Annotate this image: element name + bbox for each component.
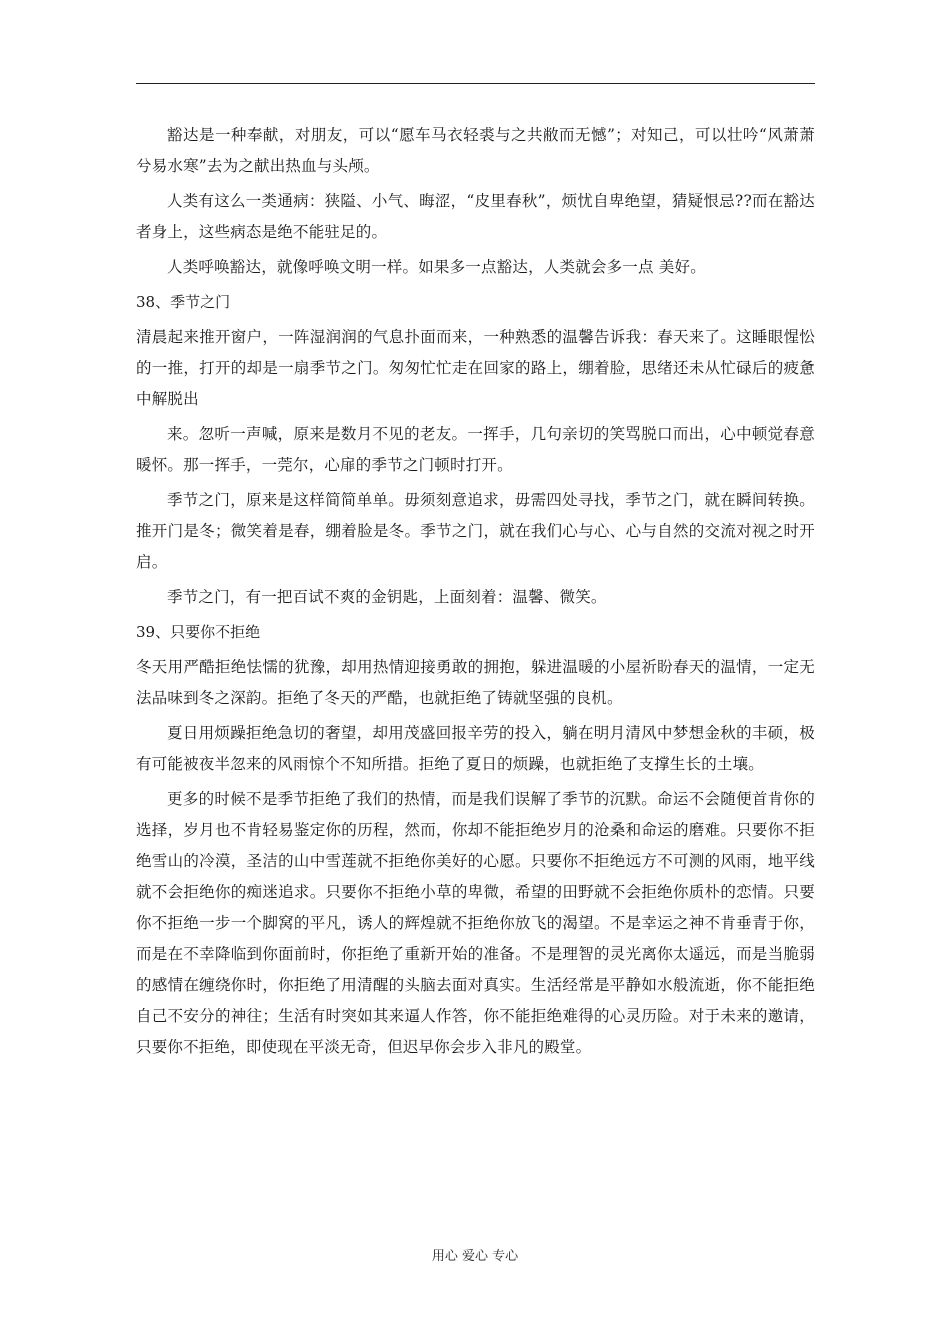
paragraph: 冬天用严酷拒绝怯懦的犹豫，却用热情迎接勇敢的拥抱，躲进温暖的小屋祈盼春天的温情，一定无法品味到冬之深韵。拒绝了冬天的严酷，也就拒绝了铸就坚强的良机。: [136, 658, 815, 707]
paragraph: 清晨起来推开窗户，一阵湿润润的气息扑面而来，一种熟悉的温馨告诉我：春天来了。这睡眼惺忪的一推，打开的却是一扇季节之门。匆匆忙忙走在回家的路上，绷着脸，思绪还未从忙碌后的疲惫中解脱出: [136, 328, 815, 408]
paragraph: 来。忽听一声喊，原来是数月不见的老友。一挥手，几句亲切的笑骂脱口而出，心中顿觉春意暖怀。那一挥手，一莞尔，心扉的季节之门顿时打开。: [136, 425, 815, 474]
page-footer: 用心 爱心 专心: [431, 1249, 519, 1264]
section-heading: 38、季节之门: [136, 293, 231, 311]
section-heading: 39、只要你不拒绝: [136, 623, 261, 641]
header-rule: [136, 83, 815, 84]
document-body: [136, 120, 815, 1067]
paragraph: 季节之门，原来是这样简简单单。毋须刻意追求，毋需四处寻找，季节之门，就在瞬间转换。推开门是冬；微笑着是春，绷着脸是冬。季节之门，就在我们心与心、心与自然的交流对视之时开启。: [136, 491, 815, 571]
paragraph: 季节之门，有一把百试不爽的金钥匙，上面刻着：温馨、微笑。: [167, 588, 607, 606]
paragraph: 更多的时候不是季节拒绝了我们的热情，而是我们误解了季节的沉默。命运不会随便首肯你的选择，岁月也不肯轻易鉴定你的历程，然而，你却不能拒绝岁月的沧桑和命运的磨难。只要你不拒绝雪山的冷漠，圣洁的山中雪莲就不拒绝你美好的心愿。只要你不拒绝远方不可测的风雨，地平线就不会拒绝你的痴迷追求。只要你不拒绝小草的卑微，希望的田野就不会拒绝你质朴的恋情。只要你不拒绝一步一个脚窝的平凡，诱人的辉煌就不拒绝你放飞的渴望。不是幸运之神不肯垂青于你，而是在不幸降临到你面前时，你拒绝了重新开始的准备。不是理智的灵光离你太遥远，而是当脆弱的感情在缠绕你时，你拒绝了用清醒的头脑去面对真实。生活经常是平静如水般流逝，你不能拒绝自己不安分的神往；生活有时突如其来逼人作答，你不能拒绝难得的心灵历险。对于未来的邀请，只要你不拒绝，即使现在平淡无奇，但迟早你会步入非凡的殿堂。: [136, 790, 815, 1056]
paragraph: 豁达是一种奉献，对朋友，可以“愿车马衣轻裘与之共敝而无憾”；对知己，可以壮吟“风萧萧兮易水寒”去为之献出热血与头颅。: [136, 126, 815, 175]
paragraph: 人类呼唤豁达，就像呼唤文明一样。如果多一点豁达，人类就会多一点 美好。: [167, 258, 706, 276]
paragraph: 人类有这么一类通病：狭隘、小气、晦涩，“皮里春秋”，烦忧自卑绝望，猜疑恨忌??而在豁达者身上，这些病态是绝不能驻足的。: [136, 192, 815, 241]
paragraph: 夏日用烦躁拒绝急切的奢望，却用茂盛回报辛劳的投入，躺在明月清风中梦想金秋的丰硕，极有可能被夜半忽来的风雨惊个不知所措。拒绝了夏日的烦躁，也就拒绝了支撑生长的土壤。: [136, 724, 815, 773]
